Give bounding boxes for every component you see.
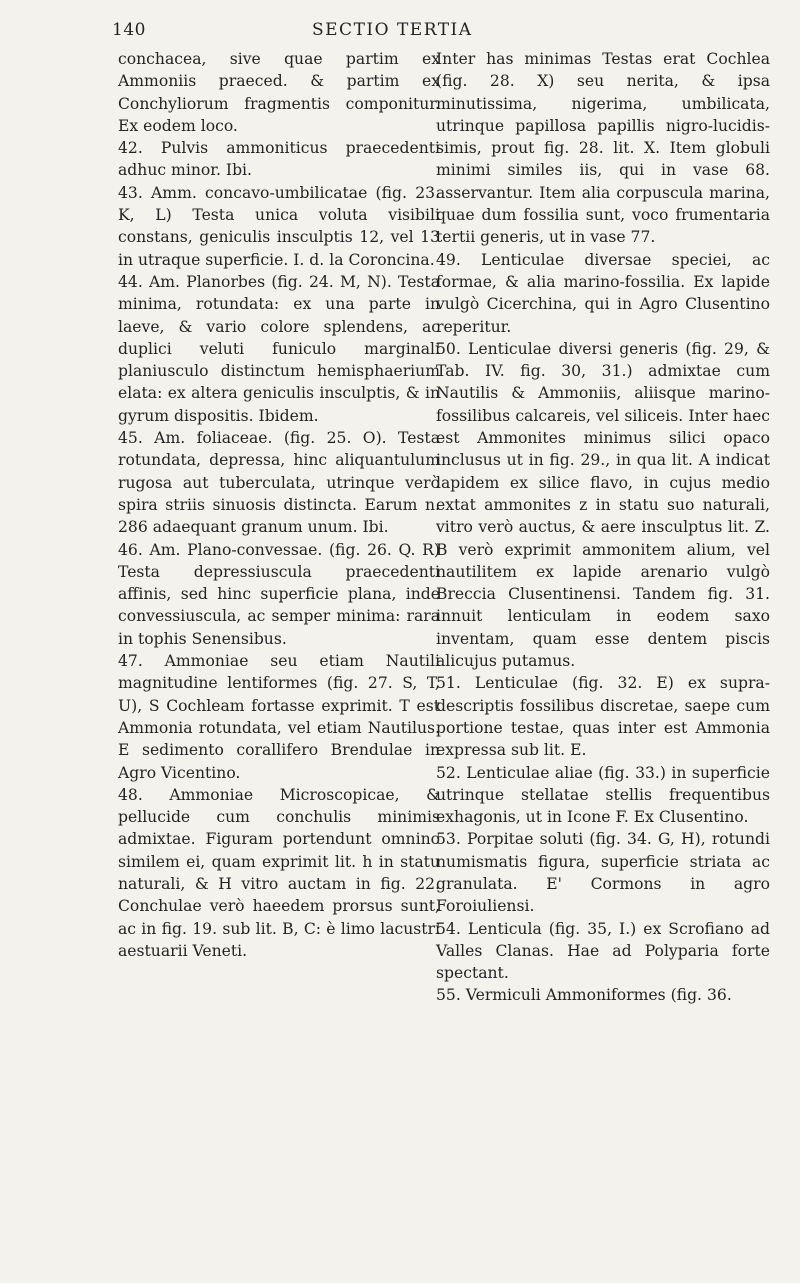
entry-paragraph: Inter has minimas Testas erat Cochlea (fig. 28. X) seu nerita, & ipsa minutissima, nigerima, umbilicata, utrinque papillosa papillis nigro-lucidis-simis, prout fig. 28. lit. X. Item globuli minimi similes iis, qui in vase 68. asservantur. Item alia corpuscula marina, quae dum fossilia sunt, voco frumentaria tertii generis, ut in vase 77. xyxy=(436,50,770,247)
left-column xyxy=(118,48,440,962)
page-header xyxy=(112,20,772,46)
entry-paragraph: 45. Am. foliaceae. (fig. 25. O). Testa rotundata, depressa, hinc aliquantulum rugosa aut tuberculata, utrinque verò spira striis sinuosis distincta. Earum n. 286 adaequant granum unum. Ibi. xyxy=(118,429,440,537)
running-head: SECTIO TERTIA xyxy=(312,20,473,40)
entry-paragraph: 47. Ammoniae seu etiam Nautili magnitudine lentiformes (fig. 27. S, T, U), S Cochleam fortasse exprimit. T est Ammonia rotundata, vel etiam Nautilus. E sedimento corallifero Brendulae in Agro Vicentino. xyxy=(118,652,440,782)
entry-paragraph: 54. Lenticula (fig. 35, I.) ex Scrofiano ad Valles Clanas. Hae ad Polyparia forte spectant. xyxy=(436,919,770,983)
entry-paragraph: 48. Ammoniae Microscopicae, & pellucide cum conchulis minimis admixtae. Figuram portendunt omnino similem ei, quam exprimit lit. h in statu naturali, & H vitro auctam in fig. 22. Conchulae verò haeedem prorsus sunt, ac in fig. 19. sub lit. B, C: è limo lacustri aestuarii Veneti. xyxy=(118,785,440,960)
entry-paragraph: 43. Amm. concavo-umbilicatae (fig. 23. K, L) Testa unica voluta visibili constans, geniculis insculptis 12, vel 13 in utraque superficie. I. d. la Coroncina. xyxy=(118,183,440,269)
entry-paragraph: 52. Lenticulae aliae (fig. 33.) in superficie utrinque stellatae stellis frequentibus exhagonis, ut in Icone F. Ex Clusentino. xyxy=(436,763,770,827)
entry-paragraph: 49. Lenticulae diversae speciei, ac formae, & alia marino-fossilia. Ex lapide vulgò Cicerchina, qui in Agro Clusentino reperitur. xyxy=(436,250,770,336)
entry-paragraph: 44. Am. Planorbes (fig. 24. M, N). Testa minima, rotundata: ex una parte in laeve, & vario colore splendens, ac duplici veluti funiculo marginali planiusculo distinctum hemisphaerium elata: ex altera geniculis insculptis, & in gyrum dispositis. Ibidem. xyxy=(118,272,440,425)
entry-paragraph: 46. Am. Plano-convessae. (fig. 26. Q. R) Testa depressiuscula praecedenti affinis, sed hinc superficie plana, inde convessiuscula, ac semper minima: rara in tophis Senensibus. xyxy=(118,540,440,648)
entry-paragraph: 53. Porpitae soluti (fig. 34. G, H), rotundi numismatis figura, superficie striata ac granulata. E' Cormons in agro Foroiuliensi. xyxy=(436,830,770,916)
entry-paragraph: 55. Vermiculi Ammoniformes (fig. 36. xyxy=(436,986,732,1005)
entry-paragraph: 42. Pulvis ammoniticus praecedenti adhuc minor. Ibi. xyxy=(118,139,440,180)
entry-paragraph: conchacea, sive quae partim ex Ammoniis praeced. & partim ex Conchyliorum fragmentis componitur. Ex eodem loco. xyxy=(118,50,440,135)
page-number: 140 xyxy=(112,20,146,40)
entry-paragraph: 50. Lenticulae diversi generis (fig. 29, & Tab. IV. fig. 30, 31.) admixtae cum Nautilis & Ammoniis, aliisque marino-fossilibus calcareis, vel siliceis. Inter haec est Ammonites minimus silici opaco inclusus ut in fig. 29., in qua lit. A indicat lapidem ex silice flavo, in cujus medio extat ammonites z in statu suo naturali, vitro verò auctus, & aere insculptus lit. Z. B verò exprimit ammonitem alium, vel nautilitem ex lapide arenario vulgò Breccia Clusentinensi. Tandem fig. 31. innuit lenticulam in eodem saxo inventam, quam esse dentem piscis alicujus putamus. xyxy=(436,339,770,671)
entry-paragraph: 51. Lenticulae (fig. 32. E) ex supra-descriptis fossilibus discretae, saepe cum portione testae, quas inter est Ammonia expressa sub lit. E. xyxy=(436,674,770,760)
right-column xyxy=(436,48,770,1007)
